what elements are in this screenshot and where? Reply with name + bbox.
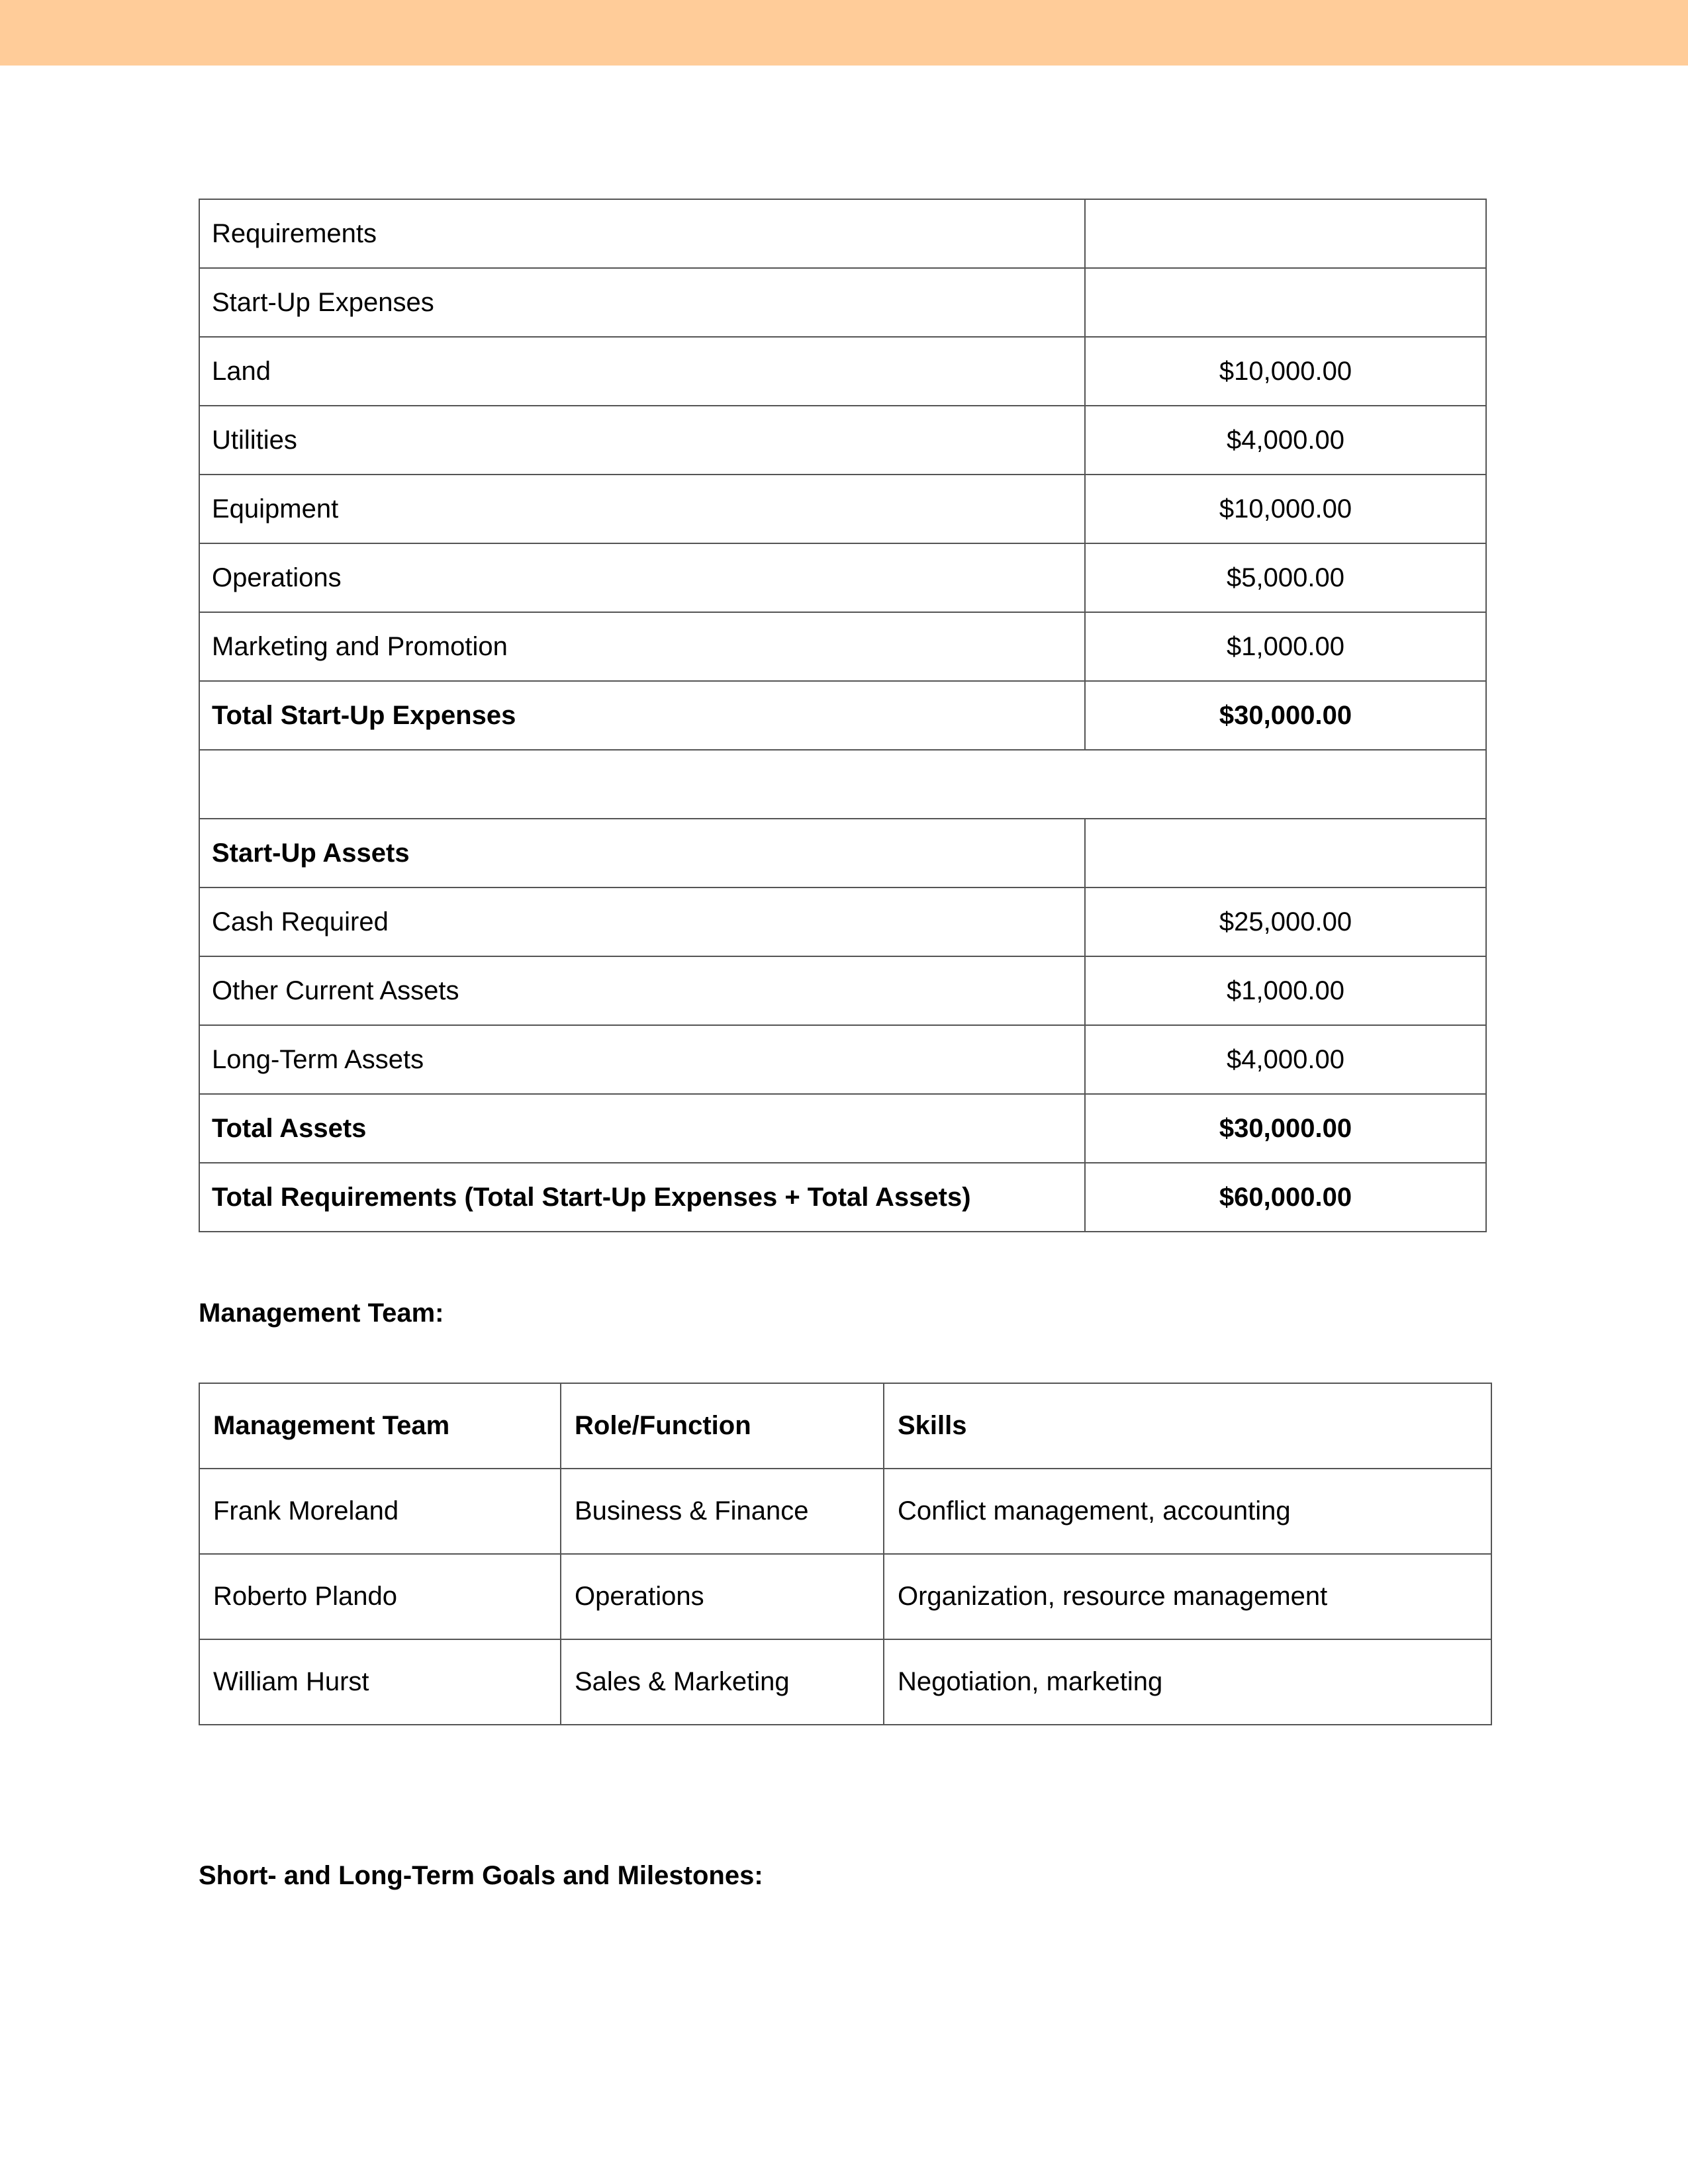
goals-milestones-heading: Short- and Long-Term Goals and Milestones:: [199, 1861, 763, 1890]
table-row: [199, 1025, 1486, 1094]
row-amount: $4,000.00: [1085, 1025, 1486, 1094]
member-role: Sales & Marketing: [561, 1639, 884, 1725]
table-row: [199, 543, 1486, 612]
management-team-heading: Management Team:: [199, 1298, 444, 1328]
table-row-spacer: [199, 750, 1486, 819]
table-row: [199, 1554, 1491, 1639]
table-row-total: [199, 1094, 1486, 1163]
row-label: Start-Up Assets: [199, 819, 1085, 887]
column-header: Skills: [884, 1383, 1491, 1469]
row-amount: $5,000.00: [1085, 543, 1486, 612]
member-name: Frank Moreland: [199, 1469, 561, 1554]
row-amount: [1085, 268, 1486, 337]
row-amount: $25,000.00: [1085, 887, 1486, 956]
member-name: Roberto Plando: [199, 1554, 561, 1639]
member-skills: Conflict management, accounting: [884, 1469, 1491, 1554]
row-amount: [1085, 199, 1486, 268]
row-amount: $30,000.00: [1085, 1094, 1486, 1163]
row-label: Equipment: [199, 475, 1085, 543]
row-label: Utilities: [199, 406, 1085, 475]
row-label: Long-Term Assets: [199, 1025, 1085, 1094]
member-role: Business & Finance: [561, 1469, 884, 1554]
row-amount: $1,000.00: [1085, 612, 1486, 681]
header-band: [0, 0, 1688, 66]
requirements-table: [199, 199, 1487, 1232]
row-amount: $4,000.00: [1085, 406, 1486, 475]
spacer-cell: [199, 750, 1486, 819]
row-label: Total Requirements (Total Start-Up Expenses + Total Assets): [199, 1163, 1085, 1232]
member-skills: Negotiation, marketing: [884, 1639, 1491, 1725]
table-row: [199, 475, 1486, 543]
table-row: [199, 1469, 1491, 1554]
table-row: [199, 268, 1486, 337]
management-team-table: [199, 1383, 1492, 1725]
row-amount: $30,000.00: [1085, 681, 1486, 750]
table-row-total: [199, 681, 1486, 750]
table-row-total: [199, 1163, 1486, 1232]
table-row: [199, 199, 1486, 268]
row-amount: $1,000.00: [1085, 956, 1486, 1025]
table-header-row: [199, 1383, 1491, 1469]
row-label: Total Assets: [199, 1094, 1085, 1163]
row-label: Cash Required: [199, 887, 1085, 956]
row-amount: $10,000.00: [1085, 475, 1486, 543]
row-amount: $10,000.00: [1085, 337, 1486, 406]
table-row: [199, 819, 1486, 887]
member-name: William Hurst: [199, 1639, 561, 1725]
table-row: [199, 1639, 1491, 1725]
row-label: Total Start-Up Expenses: [199, 681, 1085, 750]
row-label: Other Current Assets: [199, 956, 1085, 1025]
table-row: [199, 337, 1486, 406]
column-header: Management Team: [199, 1383, 561, 1469]
row-label: Operations: [199, 543, 1085, 612]
member-role: Operations: [561, 1554, 884, 1639]
table-row: [199, 406, 1486, 475]
column-header: Role/Function: [561, 1383, 884, 1469]
table-row: [199, 887, 1486, 956]
row-label: Marketing and Promotion: [199, 612, 1085, 681]
row-label: Land: [199, 337, 1085, 406]
table-row: [199, 956, 1486, 1025]
row-amount: [1085, 819, 1486, 887]
member-skills: Organization, resource management: [884, 1554, 1491, 1639]
row-label: Start-Up Expenses: [199, 268, 1085, 337]
table-row: [199, 612, 1486, 681]
row-amount: $60,000.00: [1085, 1163, 1486, 1232]
row-label: Requirements: [199, 199, 1085, 268]
